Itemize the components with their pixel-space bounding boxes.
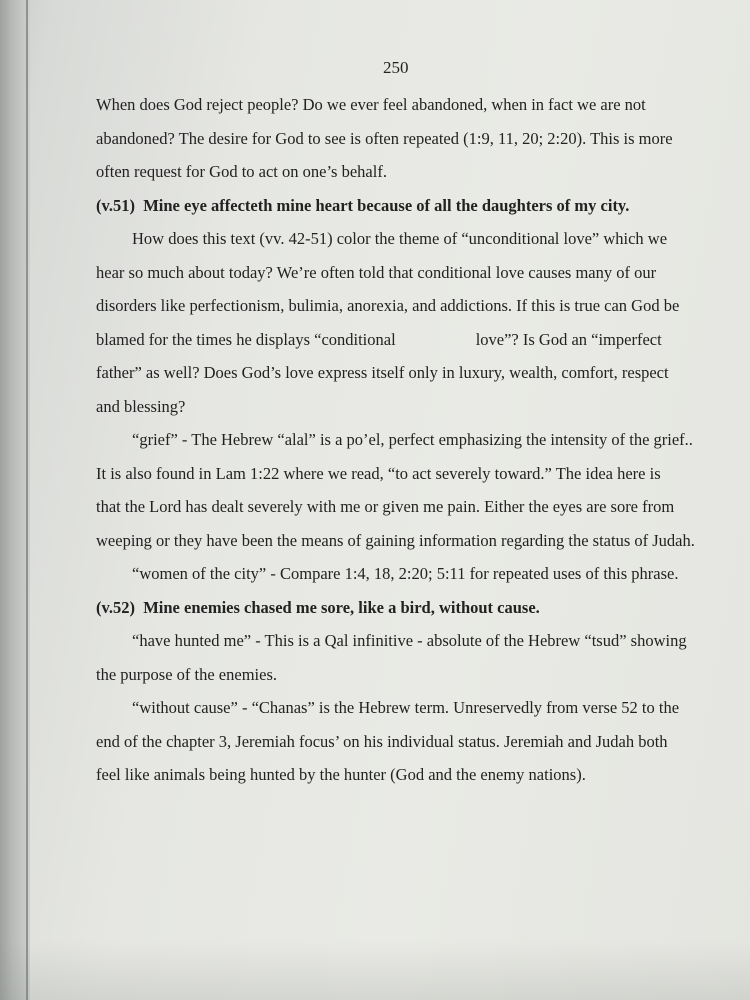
verse-heading-51	[96, 195, 726, 229]
verse-ref: (v.52)	[96, 597, 135, 617]
text-line: When does God reject people? Do we ever feel abandoned, when in fact we are not	[96, 95, 646, 114]
text-line: “grief” - The Hebrew “alal” is a po’el, perfect emphasizing the intensity of the grief..	[132, 430, 693, 449]
text-line: “without cause” - “Chanas” is the Hebrew term. Unreservedly from verse 52 to the	[132, 698, 680, 717]
page-body	[96, 94, 726, 798]
text-line: How does this text (vv. 42-51) color the theme of “unconditional love” which we	[132, 229, 668, 248]
page-number: 250	[383, 58, 409, 77]
text-line: weeping or they have been the means of gaining information regarding the status of Judah.	[96, 530, 695, 550]
page-edge-line	[26, 0, 28, 1000]
text-line: It is also found in Lam 1:22 where we read, “to act severely toward.” The idea here is	[96, 463, 661, 483]
text-line: “women of the city” - Compare 1:4, 18, 2:20; 5:11 for repeated uses of this phrase.	[132, 564, 679, 583]
text-line: abandoned? The desire for God to see is often repeated (1:9, 11, 20; 2:20). This is more	[96, 128, 673, 148]
verse-text: Mine enemies chased me sore, like a bird, without cause.	[143, 597, 540, 617]
text-line-with-gap	[96, 329, 726, 363]
verse-heading-52	[96, 597, 726, 631]
text-line: that the Lord has dealt severely with me or given me pain. Either the eyes are sore from	[96, 497, 675, 516]
text-fragment: love”? Is God an “imperfect	[475, 329, 662, 349]
verse-text: Mine eye affecteth mine heart because of all the daughters of my city.	[143, 195, 630, 215]
text-line: the purpose of the enemies.	[96, 664, 277, 684]
page-shadow	[0, 940, 750, 1000]
text-line: father” as well? Does God’s love express itself only in luxury, wealth, comfort, respect	[96, 363, 669, 382]
verse-ref: (v.51)	[96, 195, 135, 215]
text-fragment: blamed for the times he displays “conditional	[96, 329, 396, 349]
text-line: and blessing?	[96, 396, 186, 416]
text-line: hear so much about today? We’re often told that conditional love causes many of our	[96, 262, 657, 282]
text-line: feel like animals being hunted by the hunter (God and the enemy nations).	[96, 765, 586, 784]
text-line: “have hunted me” - This is a Qal infinitive - absolute of the Hebrew “tsud” showing	[132, 631, 687, 650]
text-line: often request for God to act on one’s behalf.	[96, 162, 387, 181]
text-line: disorders like perfectionism, bulimia, anorexia, and addictions. If this is true can God be	[96, 296, 680, 315]
text-line: end of the chapter 3, Jeremiah focus’ on his individual status. Jeremiah and Judah both	[96, 731, 668, 751]
